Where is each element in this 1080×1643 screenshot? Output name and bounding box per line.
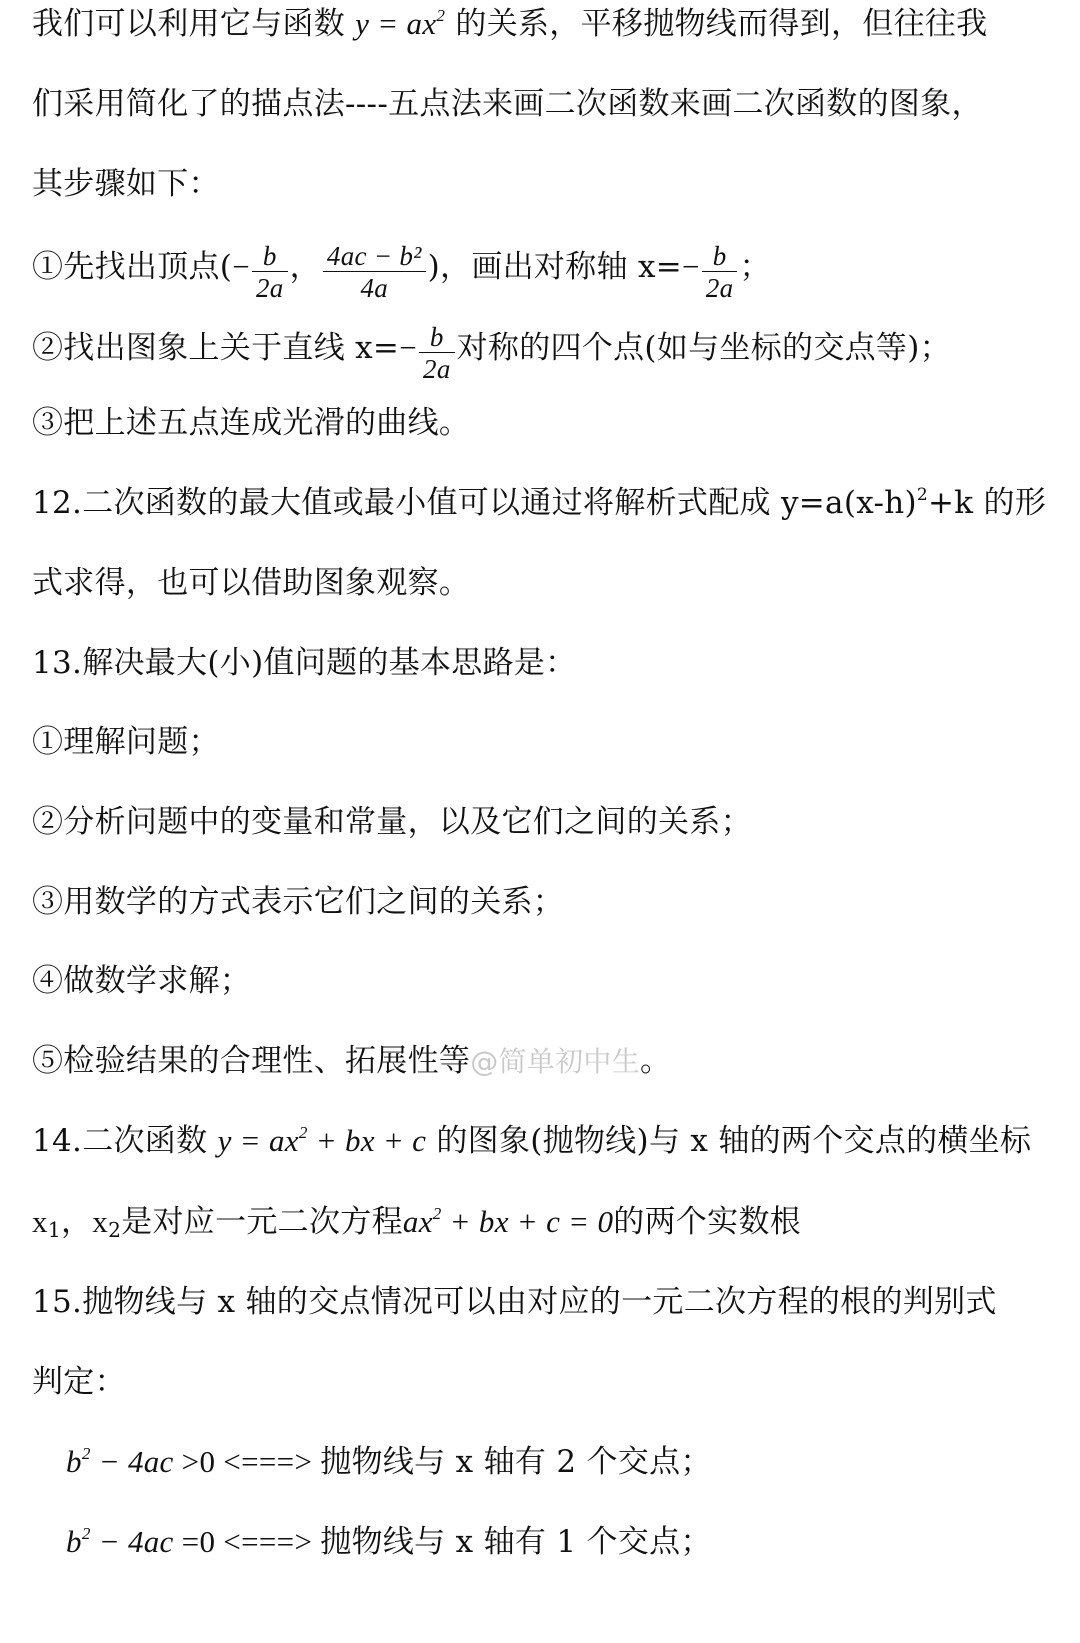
formula-superscript: 2 [298,1123,308,1143]
formula-quadratic [218,1123,427,1158]
fraction-denominator: 4a [360,273,389,303]
relation-text: =0 <===> [173,1524,321,1559]
subscript: 2 [108,1218,122,1243]
fraction-numerator: 4ac − b² [323,241,426,272]
item-13-step-3: ③用数学的方式表示它们之间的关系； [32,884,565,920]
item-13-step-1: ①理解问题； [32,724,220,760]
formula-text: y = ax [355,6,437,41]
formula-text: b [66,1524,82,1559]
fraction-denominator: 2a [423,354,451,384]
item-14-line-1 [32,1121,1031,1161]
formula-text: − 4ac [90,1444,174,1479]
item-12-line-1 [32,483,1046,523]
text-segment: 的两个实数根 [613,1204,802,1240]
item-15-line-1: 15.抛物线与 x 轴的交点情况可以由对应的一元二次方程的根的判别式 [32,1284,997,1320]
formula-discriminant [66,1444,174,1479]
superscript: 2 [916,485,929,506]
comma: ， [60,1204,93,1240]
formula-text: b [66,1444,82,1479]
comma: ， [289,249,321,285]
text-segment: ⑤检验结果的合理性、拓展性等 [32,1043,471,1079]
formula-text: + bx + c = 0 [441,1204,614,1239]
fraction-numerator: b [702,241,738,272]
semicolon: ； [739,249,771,285]
fraction-4ac-b2-over-4a [323,241,426,304]
formula-quadratic-equation [403,1204,613,1239]
text-segment: 的关系，平移抛物线而得到，但往往我 [445,6,988,42]
fraction-denominator: 2a [256,273,284,303]
item-13-step-5 [32,1041,671,1082]
text-segment: 是对应一元二次方程 [121,1204,403,1240]
subscript: 1 [47,1218,61,1243]
text-segment: ②找出图象上关于直线 x= [32,330,400,366]
formula-text: y = ax [217,1123,299,1158]
fraction-numerator: b [252,241,288,272]
formula-superscript: 2 [81,1444,91,1464]
relation-text: >0 <===> [173,1444,321,1479]
variable-x2: x [92,1204,109,1239]
text-segment: 对称的四个点(如与坐标的交点等)； [456,330,951,366]
item-15-line-2: 判定： [32,1364,126,1400]
item-12-line-2: 式求得，也可以借助图象观察。 [32,565,471,601]
item-14-line-2 [32,1202,801,1242]
text-segment: ①先找出顶点( [32,249,233,285]
minus-sign: − [232,249,250,284]
formula-text: − 4ac [90,1524,174,1559]
text-line-3: 其步骤如下： [32,166,220,202]
formula-superscript: 2 [432,1204,442,1224]
text-line-2: 们采用简化了的描点法----五点法来画二次函数来画二次函数的图象， [32,86,983,122]
formula-text: ax [402,1204,433,1239]
fraction-numerator: b [419,322,455,353]
text-segment: +k 的形 [928,485,1047,521]
item-13-step-4: ④做数学求解； [32,963,252,999]
text-segment: 。 [640,1043,672,1079]
text-segment: 12.二次函数的最大值或最小值可以通过将解析式配成 y=a(x-h) [32,485,917,521]
fraction-denominator: 2a [705,273,734,303]
formula-discriminant [66,1524,174,1559]
step-connect-points: ③把上述五点连成光滑的曲线。 [32,405,471,441]
formula-superscript: 2 [436,6,446,26]
text-line-1 [32,4,988,44]
item-13-heading: 13.解决最大(小)值问题的基本思路是： [32,645,577,681]
step-find-symmetric-points [32,318,951,384]
text-segment: 的图象(抛物线)与 x 轴的两个交点的横坐标 [426,1123,1032,1159]
watermark-text: @简单初中生 [470,1045,641,1078]
text-segment: )，画出对称轴 x= [427,249,683,285]
formula-superscript: 2 [81,1524,91,1544]
variable-x1: x [32,1204,48,1239]
text-segment: 抛物线与 x 轴有 2 个交点； [320,1444,712,1480]
step-find-vertex [32,237,771,303]
fraction-b-over-2a [252,241,288,304]
formula-y-ax2 [355,6,445,41]
text-segment: 14.二次函数 [32,1123,218,1159]
minus-sign: − [399,330,418,365]
formula-text: + bx + c [307,1123,427,1158]
fraction-b-over-2a [702,241,738,304]
text-segment: 我们可以利用它与函数 [32,6,356,42]
text-segment: 抛物线与 x 轴有 1 个交点； [320,1524,712,1560]
fraction-b-over-2a [419,322,455,385]
item-13-step-2: ②分析问题中的变量和常量，以及它们之间的关系； [32,804,752,840]
discriminant-positive [66,1442,712,1482]
minus-sign: − [682,249,700,284]
discriminant-zero [66,1522,712,1562]
